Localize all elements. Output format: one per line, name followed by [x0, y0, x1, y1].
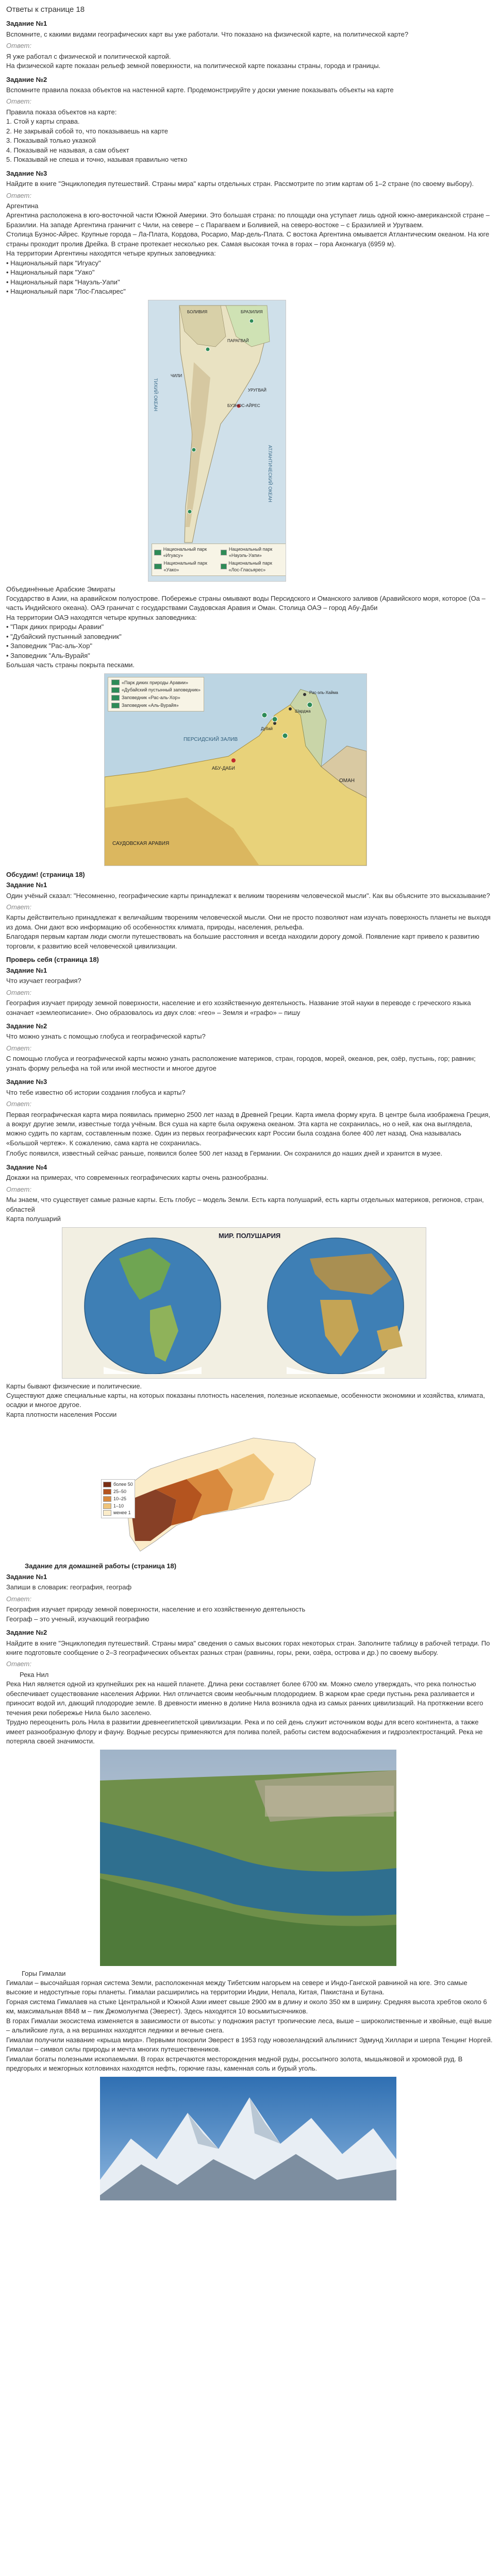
maps-text-line: Карта плотности населения России [6, 1410, 117, 1418]
home-t2-answer-line: Река Нил [20, 1670, 49, 1679]
himalaya-text-line: Горы Гималаи [22, 1969, 66, 1977]
task1-answer-line: На физической карте показан рельеф земной поверхности, на политической карте показаны страны, города и границы. [6, 62, 381, 70]
task2-heading: Задание №2 [6, 75, 47, 83]
uae-text-line: На территории ОАЭ находятся четыре крупных заповедника: [6, 613, 197, 621]
nile-photo [100, 1750, 396, 1966]
legend-label: Национальный парк «Уако» [163, 561, 207, 572]
check-t1-label: Ответ: [6, 988, 31, 996]
task1-question: Вспомните, с какими видами географических карт вы уже работали. Что показано на физической карте, на политической карте? [6, 30, 409, 38]
map-country-label: ПАРАГВАЙ [227, 338, 249, 343]
uae-text-line: Большая часть страны покрыта песками. [6, 661, 135, 669]
park-iguazu-marker [249, 319, 254, 323]
task2-answer-line: 4. Показывай не называя, а сам объект [6, 146, 129, 154]
map-ocean-label: ТИХИЙ ОКЕАН [153, 378, 158, 411]
ras-al-khaimah-marker [303, 693, 306, 696]
check-t4-heading: Задание №4 [6, 1163, 47, 1171]
map-capital-label: АБУ-ДАБИ [212, 765, 235, 771]
check-t3-label: Ответ: [6, 1100, 31, 1108]
discuss-answer-line: Карты действительно принадлежат к величайшим творениям человеческой мысли. Они не просто позволяют нам изучать поверхность планеты не выходя из дома. Они дают всю информацию об особенностях климата, природы, населения, рельефа. [6, 913, 491, 931]
task3-answer-line: • Национальный парк "Лос-Гласьярес" [6, 287, 126, 296]
map-ocean-label: АТЛАНТИЧЕСКИЙ ОКЕАН [267, 445, 273, 502]
task3-answer-label: Ответ: [6, 191, 31, 199]
home-t2-answer-line: Трудно переоценить роль Нила в развитии древнеегипетской цивилизации. Река и по сей день служит источником воды для всего континента, а также имеет разнообразную флору и фауну. Водные ресурсы применяются для полива полей, работы систем водоснабжения и гидроэлектростанций. Река не потеряла своей значимости. [6, 1718, 483, 1745]
home-heading: Задание для домашней работы (страница 18) [25, 1562, 177, 1570]
legend-item [111, 680, 201, 686]
park-nahuel-marker [192, 448, 196, 452]
legend-item [103, 1496, 133, 1502]
legend-swatch [103, 1489, 111, 1495]
legend-item [221, 546, 284, 560]
home-t2-question: Найдите в книге "Энциклопедия путешествий. Страны мира" сведения о самых высоких горах некоторых стран. Заполните таблицу в рабочей тетради. По книге подготовьте сообщение о 2–3 географических объектах разных стран (равнины, горы, реки, озёра, острова и др.) по своему выбору. [6, 1639, 490, 1656]
legend-label: Заповедник «Аль-Вурайя» [122, 702, 179, 708]
map-city-label: Дубай [261, 726, 273, 731]
check-t1-answer: География изучает природу земной поверхности, население и его хозяйственную деятельность. Название этой науки в переводе с греческого языка означает «землеописание». Оно образовалось из двух слов: «гео» – Земля и «графо» – пишу [6, 999, 471, 1016]
discuss-question: Один учёный сказал: "Несомненно, географические карты принадлежат к великим творениям человеческой мысли". Как вы объясните это высказывание? [6, 891, 490, 900]
home-t1-question: Запиши в словарик: география, географ [6, 1583, 132, 1591]
park-glaciares-marker [188, 510, 192, 514]
map-country-label: БОЛИВИЯ [187, 309, 208, 314]
legend-item [103, 1503, 133, 1510]
legend-swatch [103, 1496, 111, 1502]
page-title: Ответы к странице 18 [6, 5, 85, 14]
uae-map-legend [108, 677, 204, 711]
argentina-map-drawing [148, 300, 286, 581]
legend-item [111, 702, 201, 709]
legend-item [103, 1481, 133, 1488]
task1-answer-label: Ответ: [6, 42, 31, 50]
discuss-answer-label: Ответ: [6, 903, 31, 911]
legend-label: менее 1 [113, 1510, 131, 1516]
legend-label: 25–50 [113, 1489, 127, 1495]
park-uako-marker [206, 347, 210, 351]
density-legend [101, 1479, 135, 1518]
legend-item [111, 694, 201, 701]
legend-label: «Парк диких природы Аравии» [122, 680, 188, 685]
check-t1-heading: Задание №1 [6, 966, 47, 974]
check-t4-answer-line: Карта полушарий [6, 1215, 61, 1223]
map-country-label: ОМАН [339, 777, 355, 784]
legend-label: Национальный парк «Игуасу» [163, 546, 207, 558]
himalaya-text-line: Гималаи богаты полезными ископаемыми. В горах встречаются месторождения медной руды, россыпного золота, мышьяковой и хромовой руд. В предгорьях и межгорных котловинах находятся нефть, горючие газы, каменная соль и бурый уголь. [6, 2055, 463, 2073]
check-t3-heading: Задание №3 [6, 1078, 47, 1086]
check-t3-question: Что тебе известно об истории создания глобуса и карты? [6, 1088, 186, 1096]
dubai-marker [273, 722, 276, 725]
uae-text-line: Объединённые Арабские Эмираты [6, 585, 115, 593]
legend-item [111, 687, 201, 693]
legend-item [221, 560, 284, 573]
home-t1-label: Ответ: [6, 1595, 31, 1603]
himalaya-text-line: В горах Гималаи экосистема изменяется в зависимости от высоты: у подножия растут тропические леса, выше – широколиственные и хвойные, ещё выше – альпийские луга, а на вершинах находятся ледники и вечные снега. [6, 2016, 492, 2035]
legend-swatch [103, 1503, 111, 1509]
task3-answer-line: Аргентина расположена в юго-восточной части Южной Америки. Это большая страна: по площади она уступает лишь одной южно-американской стране – Бразилии. На западе Аргентина граничит с Чили, на севере – с Парагваем и Боливией, на северо-востоке – с Бразилией и Уругваем. [6, 211, 490, 229]
map-city-label: Шарджа [295, 708, 311, 714]
map-city-label: Рас-эль-Хайма [309, 690, 338, 695]
himalaya-photo [100, 2077, 396, 2200]
check-t2-label: Ответ: [6, 1044, 31, 1052]
map-capital-label: БУЭНОС-АЙРЕС [227, 403, 260, 408]
uae-text-line: • Заповедник "Аль-Вурайя" [6, 651, 90, 659]
argentina-map [148, 300, 286, 582]
task2-answer-line: 2. Не закрывай собой то, что показываешь на карте [6, 127, 168, 135]
check-t2-answer: С помощью глобуса и географической карты можно узнать расположение материков, стран, городов, морей, океанов, рек, озёр, пустынь, гор; равнин; узнать форму рельефа на той или иной местности и многое другое [6, 1055, 476, 1072]
himalaya-text-line: Гималаи получили название «крыша мира». Первыми покорили Эверест в 1953 году новозеландский альпинист Эдмунд Хиллари и шерпа Тенцинг Норгей. Гималаи – символ силы природы и мечта многих путешественников. [6, 2036, 493, 2054]
map-country-label: БРАЗИЛИЯ [241, 309, 263, 314]
home-t1-heading: Задание №1 [6, 1572, 47, 1581]
check-t4-question: Докажи на примерах, что современных географических карты очень разнообразны. [6, 1174, 269, 1182]
check-t2-question: Что можно узнать с помощью глобуса и географической карты? [6, 1032, 206, 1041]
task3-answer-line: Столица Буэнос-Айрес. Крупные города – Ла-Плата, Кордова, Росарио, Мар-дель-Плата. С востока Аргентина омывается Атлантическим океаном. На юге страны проходит пролив Дрейка. В стране протекает несколько рек. Самая высокая точка в горах – гора Аконкагуа (6959 м). [6, 230, 490, 248]
discuss-heading: Обсудим! (страница 18) [6, 870, 85, 878]
check-t4-answer-line: Мы знаем, что существует самые разные карты. Есть глобус – модель Земли. Есть карта полушарий, есть карты отдельных материков, регионов, стран, областей [6, 1196, 484, 1213]
task3-heading: Задание №3 [6, 169, 47, 177]
task3-answer-line: • Национальный парк "Уако" [6, 268, 95, 277]
task3-answer-line: На территории Аргентины находятся четыре крупных заповедника: [6, 249, 216, 258]
task3-question: Найдите в книге "Энциклопедия путешествий. Страны мира" карты отдельных стран. Рассмотрите по этим картам об 1–2 стране (по своему выбору). [6, 180, 474, 188]
himalaya-text-line: Гималаи – высочайшая горная система Земли, расположенная между Тибетским нагорьем на севере и Индо-Гангской равниной на юге. Это самые высокие и недоступные горы планеты. Гималаи расширились на территории Индии, Непала, Китая, Пакистана и Бутана. [6, 1978, 468, 1996]
task2-answer-line: 3. Показывай только указкой [6, 137, 96, 145]
legend-label: 1–10 [113, 1503, 124, 1509]
abu-dhabi-marker [231, 758, 236, 762]
legend-label: Национальный парк «Науэль-Уапи» [228, 546, 273, 558]
uae-text-line: • "Парк диких природы Аравии" [6, 623, 104, 631]
task3-answer-line: Аргентина [6, 202, 39, 210]
home-t2-answer-line: Река Нил является одной из крупнейших рек на нашей планете. Длина реки составляет более 6700 км. Можно смело утверждать, что река полностью обеспечивает существование населения Африки. Нил отличается своим необычным плодородием. В жарком крае среди пустынь река разливается и приносит водой ил, дающий плодородие земле. В древности именно в долине Нила возникла одна из самых ранних цивилизаций. На протяжении всего течения реки побережье Нила было заселено. [6, 1680, 484, 1717]
legend-label: 10–25 [113, 1496, 127, 1501]
maps-text-line: Карты бывают физические и политические. [6, 1382, 142, 1390]
legend-item [154, 546, 218, 560]
check-t4-label: Ответ: [6, 1185, 31, 1193]
map-country-label: УРУГВАЙ [248, 387, 266, 393]
home-t1-answer-line: География изучает природу земной поверхности, население и его хозяйственную деятельность [6, 1605, 306, 1614]
check-t3-answer: Первая географическая карта мира появилась примерно 2500 лет назад в Древней Греции. Карта имела форму круга. В центре была изображена Греция, а вокруг другие земли, известные тогда учёным. Вся суша на карте была окружена океаном. Эта карта не сохранилась, но о ней, как она выглядела, можно судить по картам, составленным позже. Один из первых географических карт России была создана более 400 лет назад. Она называлась «Большой чертеж». К сожалению, сама карта не сохранилась. [6, 1110, 491, 1147]
discuss-task1-heading: Задание №1 [6, 881, 47, 889]
check-t3-answer: Глобус появился, известный сейчас раньше, появился более 500 лет назад в Германии. Он сохранился до наших дней и хранится в музее. [6, 1149, 443, 1158]
uae-text-line: • "Дубайский пустынный заповедник" [6, 632, 122, 640]
task2-answer-line: Правила показа объектов на карте: [6, 108, 117, 116]
task1-answer-line: Я уже работал с физической и политической картой. [6, 52, 171, 60]
task2-question: Вспомните правила показа объектов на настенной карте. Продемонстрируйте у доски умение показывать объекты на карте [6, 86, 394, 94]
task2-answer-label: Ответ: [6, 97, 31, 106]
home-t1-answer-line: Географ – это ученый, изучающий географию [6, 1615, 149, 1623]
map-country-label: САУДОВСКАЯ АРАВИЯ [112, 840, 170, 846]
argentina-map-legend [152, 544, 286, 576]
legend-label: Заповедник «Рас-аль-Хор» [122, 695, 180, 701]
legend-item [103, 1510, 133, 1516]
hemispheres-drawing [62, 1228, 426, 1378]
check-t2-heading: Задание №2 [6, 1022, 47, 1030]
check-t1-question: Что изучает география? [6, 977, 81, 985]
check-heading: Проверь себя (страница 18) [6, 956, 99, 964]
reserve-marker [262, 713, 267, 718]
hemispheres-map-title: МИР. ПОЛУШАРИЯ [219, 1231, 281, 1240]
himalaya-photo-drawing [100, 2077, 396, 2200]
task1-heading: Задание №1 [6, 20, 47, 28]
nile-photo-drawing [100, 1750, 396, 1966]
discuss-answer-line: Благодаря первым картам люди смогли путешествовать на большие расстояния и всегда находили дорогу домой. Появление карт привело к развитию торговли, к развитию всей человеческой цивилизации. [6, 933, 479, 950]
task3-answer-line: • Национальный парк "Игуасу" [6, 259, 101, 267]
uae-map [104, 673, 367, 866]
uae-text-line: • Заповедник "Рас-аль-Хор" [6, 642, 92, 650]
legend-item [154, 560, 218, 573]
reserve-marker [307, 702, 312, 707]
task3-answer-line: • Национальный парк "Науэль-Уапи" [6, 278, 120, 286]
task2-answer-line: 1. Стой у карты справа. [6, 117, 80, 126]
legend-label: Национальный парк «Лос-Гласьярес» [228, 561, 272, 572]
density-map [99, 1422, 324, 1557]
legend-swatch [103, 1482, 111, 1487]
uae-text-line: Государство в Азии, на аравийском полуострове. Побережье страны омывают воды Персидского и Оманского заливов (Аравийского моря, которое (Оа – часть Индийского океана). ОАЭ граничат с государствами Саудовская Аравия и Оман. Столица ОАЭ – город Абу-Даби [6, 594, 486, 612]
legend-swatch [103, 1510, 111, 1516]
sharjah-marker [289, 707, 292, 710]
legend-label: «Дубайский пустынный заповедник» [122, 687, 201, 693]
hemispheres-map [62, 1227, 426, 1379]
home-t2-label: Ответ: [6, 1660, 31, 1668]
himalaya-text-line: Горная система Гималаев на стыке Центральной и Южной Азии имеет свыше 2900 км в длину и около 350 км в ширину. Средняя высота хребтов около 6 км, максимальная 8848 м – пик Джомолунгма (Эверест). Здесь находятся 10 восьмитысячников. [6, 1997, 487, 2015]
task2-answer-line: 5. Показывай не спеша и точно, называя правильно четко [6, 156, 188, 164]
reserve-marker [282, 733, 288, 738]
maps-text-line: Существуют даже специальные карты, на которых показаны плотность населения, полезные ископаемые, особенности экономики и хозяйства, климата, осадки и многое другое. [6, 1392, 485, 1409]
legend-item [103, 1488, 133, 1495]
home-t2-heading: Задание №2 [6, 1629, 47, 1637]
map-gulf-label: ПЕРСИДСКИЙ ЗАЛИВ [184, 736, 238, 742]
map-country-label: ЧИЛИ [171, 373, 182, 378]
legend-label: более 50 [113, 1482, 133, 1487]
reserve-marker [272, 717, 277, 722]
